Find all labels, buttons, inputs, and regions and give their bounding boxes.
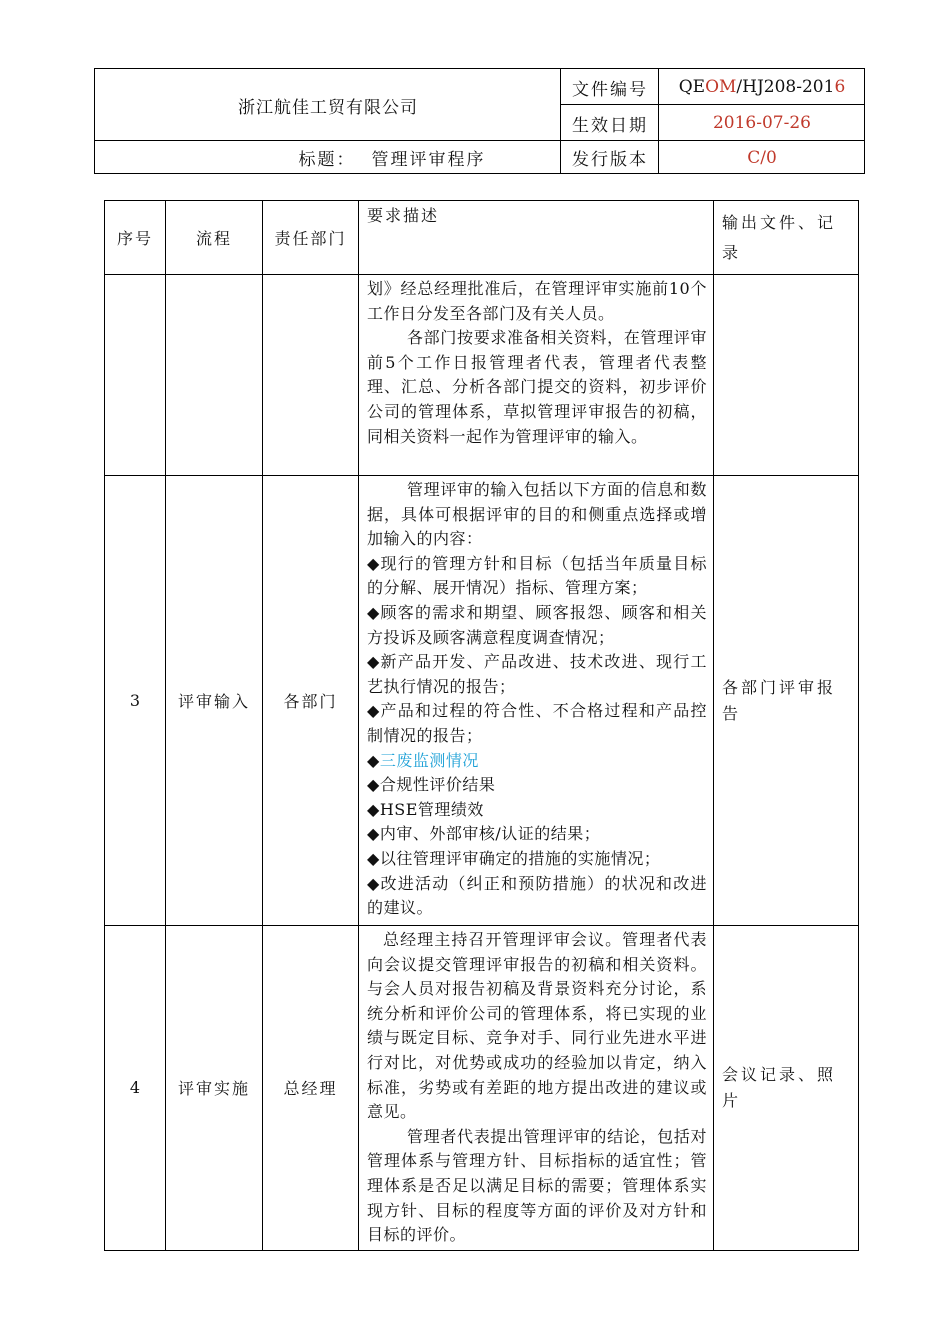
effective-date-label: 生效日期 [572, 115, 648, 136]
version-label: 发行版本 [572, 150, 648, 170]
table-row [105, 476, 859, 926]
cell-no [105, 275, 166, 476]
desc-paragraph: 管理评审的输入包括以下方面的信息和数据，具体可根据评审的目的和侧重点选择或增加输入的内容： [367, 480, 707, 549]
doc-number [659, 69, 865, 105]
list-item: ◆三废监测情况 [367, 750, 479, 770]
title-text: 管理评审程序 [371, 150, 486, 170]
table-header-row [105, 201, 859, 275]
cell-output: 会议记录、照片 [714, 926, 859, 1251]
bullet-icon: ◆ [367, 848, 380, 868]
doc-number-prefix: QE [678, 77, 706, 97]
cell-desc [359, 476, 714, 926]
list-item: ◆现行的管理方针和目标（包括当年质量目标的分解、展开情况）指标、管理方案； [367, 553, 707, 598]
company-name: 浙江航佳工贸有限公司 [238, 97, 418, 118]
bullet-icon: ◆ [367, 553, 381, 573]
document-title [95, 141, 561, 174]
cell-process: 评审输入 [166, 476, 263, 926]
cell-dept [263, 275, 359, 476]
bullet-icon: ◆ [367, 701, 381, 721]
cell-dept: 各部门 [263, 476, 359, 926]
list-item: ◆HSE管理绩效 [367, 799, 484, 819]
cell-output: 各部门评审报告 [714, 476, 859, 926]
doc-number-red-part: OM [705, 77, 737, 97]
cell-desc [359, 275, 714, 476]
document-header [94, 68, 865, 174]
header-dept: 责任部门 [263, 201, 359, 275]
doc-number-label: 文件编号 [572, 79, 648, 100]
cell-dept: 总经理 [263, 926, 359, 1251]
bullet-icon: ◆ [367, 750, 380, 770]
bullet-icon: ◆ [367, 602, 381, 622]
list-item: ◆内审、外部审核/认证的结果； [367, 824, 601, 844]
cell-no: 4 [105, 926, 166, 1251]
table-row [105, 275, 859, 476]
doc-number-mid: /HJ208-201 [736, 77, 835, 97]
list-item: ◆合规性评价结果 [367, 775, 496, 795]
bullet-icon: ◆ [367, 799, 380, 819]
bullet-icon: ◆ [367, 873, 381, 893]
desc-paragraph: 管理者代表提出管理评审的结论，包括对管理体系与管理方针、目标指标的适宜性；管理体系是否足以满足目标的需要；管理体系实现方针、目标的程度等方面的评价及对方针和目标的评价。 [367, 1126, 707, 1245]
header-no: 序号 [105, 201, 166, 275]
effective-date: 2016-07-26 [712, 113, 811, 133]
procedure-table [104, 200, 859, 1251]
doc-number-red-suffix: 6 [834, 77, 846, 97]
cell-process: 评审实施 [166, 926, 263, 1251]
header-process: 流程 [166, 201, 263, 275]
cell-no: 3 [105, 476, 166, 926]
desc-paragraph: 总经理主持召开管理评审会议。管理者代表向会议提交管理评审报告的初稿和相关资料。与会人员对报告初稿及背景资料充分讨论，系统分析和评价公司的管理体系，将已实现的业绩与既定目标、竞争对手、同行业先进水平进行对比，对优势或成功的经验加以肯定，纳入标准，劣势或有差距的地方提出改进的建议或意见。 [367, 930, 707, 1122]
bullet-icon: ◆ [367, 824, 380, 844]
header-output: 输出文件、记录 [714, 201, 859, 275]
cell-process [166, 275, 263, 476]
list-item: ◆新产品开发、产品改进、技术改进、现行工艺执行情况的报告； [367, 652, 707, 696]
cell-desc [359, 926, 714, 1251]
list-item: ◆以往管理评审确定的措施的实施情况； [367, 848, 661, 868]
header-desc: 要求描述 [359, 201, 714, 275]
desc-paragraph: 划》经总经理批准后，在管理评审实施前10个工作日分发至各部门及有关人员。 [367, 279, 707, 323]
cell-output [714, 275, 859, 476]
desc-paragraph: 各部门按要求准备相关资料，在管理评审前5个工作日报管理者代表，管理者代表整理、汇总、分析各部门提交的资料，初步评价公司的管理体系，草拟管理评审报告的初稿，同相关资料一起作为管理评审的输入。 [367, 328, 707, 446]
bullet-icon: ◆ [367, 652, 381, 672]
bullet-icon: ◆ [367, 775, 380, 795]
list-item: ◆顾客的需求和期望、顾客报怨、顾客和相关方投诉及顾客满意程度调查情况； [367, 602, 707, 647]
version: C/0 [747, 147, 777, 168]
title-label: 标题： [298, 150, 356, 170]
list-item: ◆改进活动（纠正和预防措施）的状况和改进的建议。 [367, 873, 707, 918]
list-item: ◆产品和过程的符合性、不合格过程和产品控制情况的报告； [367, 701, 707, 745]
table-row [105, 926, 859, 1251]
